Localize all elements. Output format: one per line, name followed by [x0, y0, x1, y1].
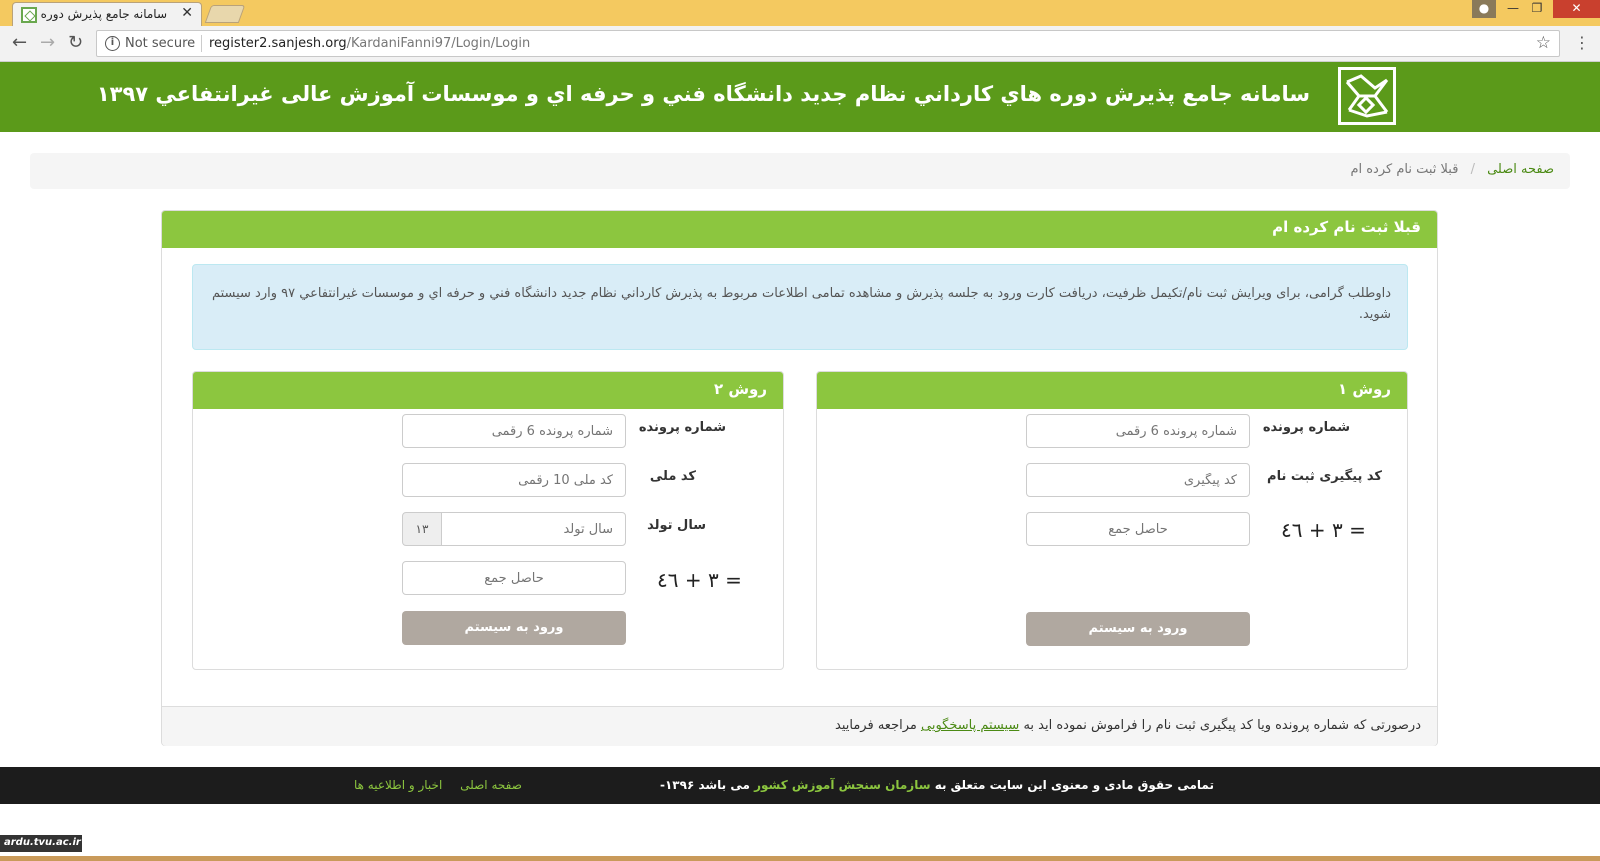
method-2-login-button[interactable]: ورود به سیستم: [402, 611, 626, 645]
browser-tab[interactable]: [12, 2, 202, 26]
info-icon[interactable]: i: [105, 36, 120, 51]
copyright-text: [659, 778, 1214, 792]
method-1-login-button[interactable]: ورود به سیستم: [1026, 612, 1250, 646]
birth-year-prefix: ۱۳: [402, 512, 442, 546]
tracking-code-input[interactable]: [1026, 463, 1250, 497]
file-number-input[interactable]: [402, 414, 626, 448]
birth-year-input[interactable]: [441, 512, 626, 546]
method-2-heading: روش ۲: [193, 372, 783, 409]
footer-home-link[interactable]: صفحه اصلی: [460, 778, 522, 792]
panel-footer: [162, 706, 1437, 746]
method-1-heading: روش ۱: [817, 372, 1407, 409]
bookmark-star-icon[interactable]: ☆: [1535, 33, 1551, 53]
file-number-label: شماره پرونده: [1262, 420, 1350, 435]
captcha-sum-input[interactable]: [1026, 512, 1250, 546]
footer-links: [340, 778, 522, 792]
minimize-icon[interactable]: —: [1507, 1, 1519, 15]
captcha-sum-input[interactable]: [402, 561, 626, 595]
method-1-box: [816, 371, 1408, 670]
tracking-code-label: کد پیگیری ثبت نام: [1267, 469, 1382, 484]
birth-year-label: سال تولد: [647, 518, 706, 533]
site-title: سامانه جامع پذيرش دوره هاي كارداني نظام جديد دانشگاه فني و حرفه اي و موسسات آموزش عالی غيرانتفاعي ۱۳۹۷: [96, 82, 1310, 106]
address-bar[interactable]: [96, 30, 1560, 57]
new-tab-button[interactable]: [205, 5, 246, 23]
captcha-expression: ٣ + ٤٦ =: [1281, 518, 1366, 542]
footer-news-link[interactable]: اخبار و اطلاعیه ها: [354, 778, 443, 792]
browser-toolbar: [0, 26, 1600, 62]
national-code-input[interactable]: [402, 463, 626, 497]
method-2-box: [192, 371, 784, 670]
breadcrumb-current: قبلا ثبت نام کرده ام: [1350, 162, 1459, 177]
url-path: /KardaniFanni97/Login/Login: [346, 36, 531, 51]
support-system-link[interactable]: سیستم پاسخگویی: [920, 718, 1020, 733]
copyright-before: تمامی حقوق مادی و معنوی این سایت متعلق به: [930, 778, 1214, 792]
sanjesh-logo-icon[interactable]: [1338, 67, 1396, 125]
captcha-expression: ٣ + ٤٦ =: [657, 568, 742, 592]
tab-close-icon[interactable]: ✕: [181, 5, 193, 21]
browser-menu-icon[interactable]: ⋮: [1574, 33, 1590, 52]
back-arrow-icon[interactable]: ←: [12, 32, 28, 53]
breadcrumb-separator: /: [1470, 162, 1475, 177]
login-panel: [161, 210, 1438, 746]
tab-title: سامانه جامع پذيرش دوره: [40, 7, 167, 21]
url-text[interactable]: [209, 36, 530, 51]
file-number-label: شماره پرونده: [638, 420, 726, 435]
reload-icon[interactable]: ↻: [68, 32, 84, 53]
url-domain: register2.sanjesh.org: [209, 36, 347, 51]
site-footer: [0, 767, 1600, 804]
profile-icon[interactable]: ●: [1472, 0, 1496, 18]
copyright-after: می باشد ۱۳۹۶-: [659, 778, 755, 792]
watermark: ardu.tvu.ac.ir: [0, 835, 82, 852]
omnibox-divider: [201, 35, 202, 52]
window-close-icon[interactable]: ✕: [1553, 0, 1600, 18]
forgot-text-after: مراجعه فرمایید: [835, 718, 921, 733]
forgot-text-before: درصورتی که شماره پرونده ویا کد پیگیری ثبت نام را فراموش نموده اید به: [1019, 718, 1421, 733]
site-header: [0, 62, 1600, 132]
restore-icon[interactable]: ❐: [1531, 1, 1543, 15]
browser-titlebar: [0, 0, 1600, 26]
breadcrumb: [30, 153, 1570, 189]
forward-arrow-icon[interactable]: →: [40, 32, 56, 53]
file-number-input[interactable]: [1026, 414, 1250, 448]
taskbar-strip: [0, 856, 1600, 861]
national-code-label: کد ملی: [649, 469, 696, 484]
sanjesh-org-link[interactable]: سازمان سنجش آموزش کشور: [754, 778, 931, 792]
breadcrumb-home-link[interactable]: صفحه اصلی: [1487, 162, 1554, 177]
panel-heading: قبلا ثبت نام کرده ام: [162, 211, 1437, 248]
security-status: Not secure: [125, 36, 196, 51]
info-alert: داوطلب گرامی، برای ویرایش ثبت نام/تکیمل ظرفیت، دریافت کارت ورود به جلسه پذیرش و مشاهده تمامی اطلاعات مربوط به پذیرش كارداني نظام جديد دانشگاه فني و حرفه اي و موسسات غيرانتفاعي ۹۷ وارد سیستم شوید.: [192, 264, 1408, 350]
